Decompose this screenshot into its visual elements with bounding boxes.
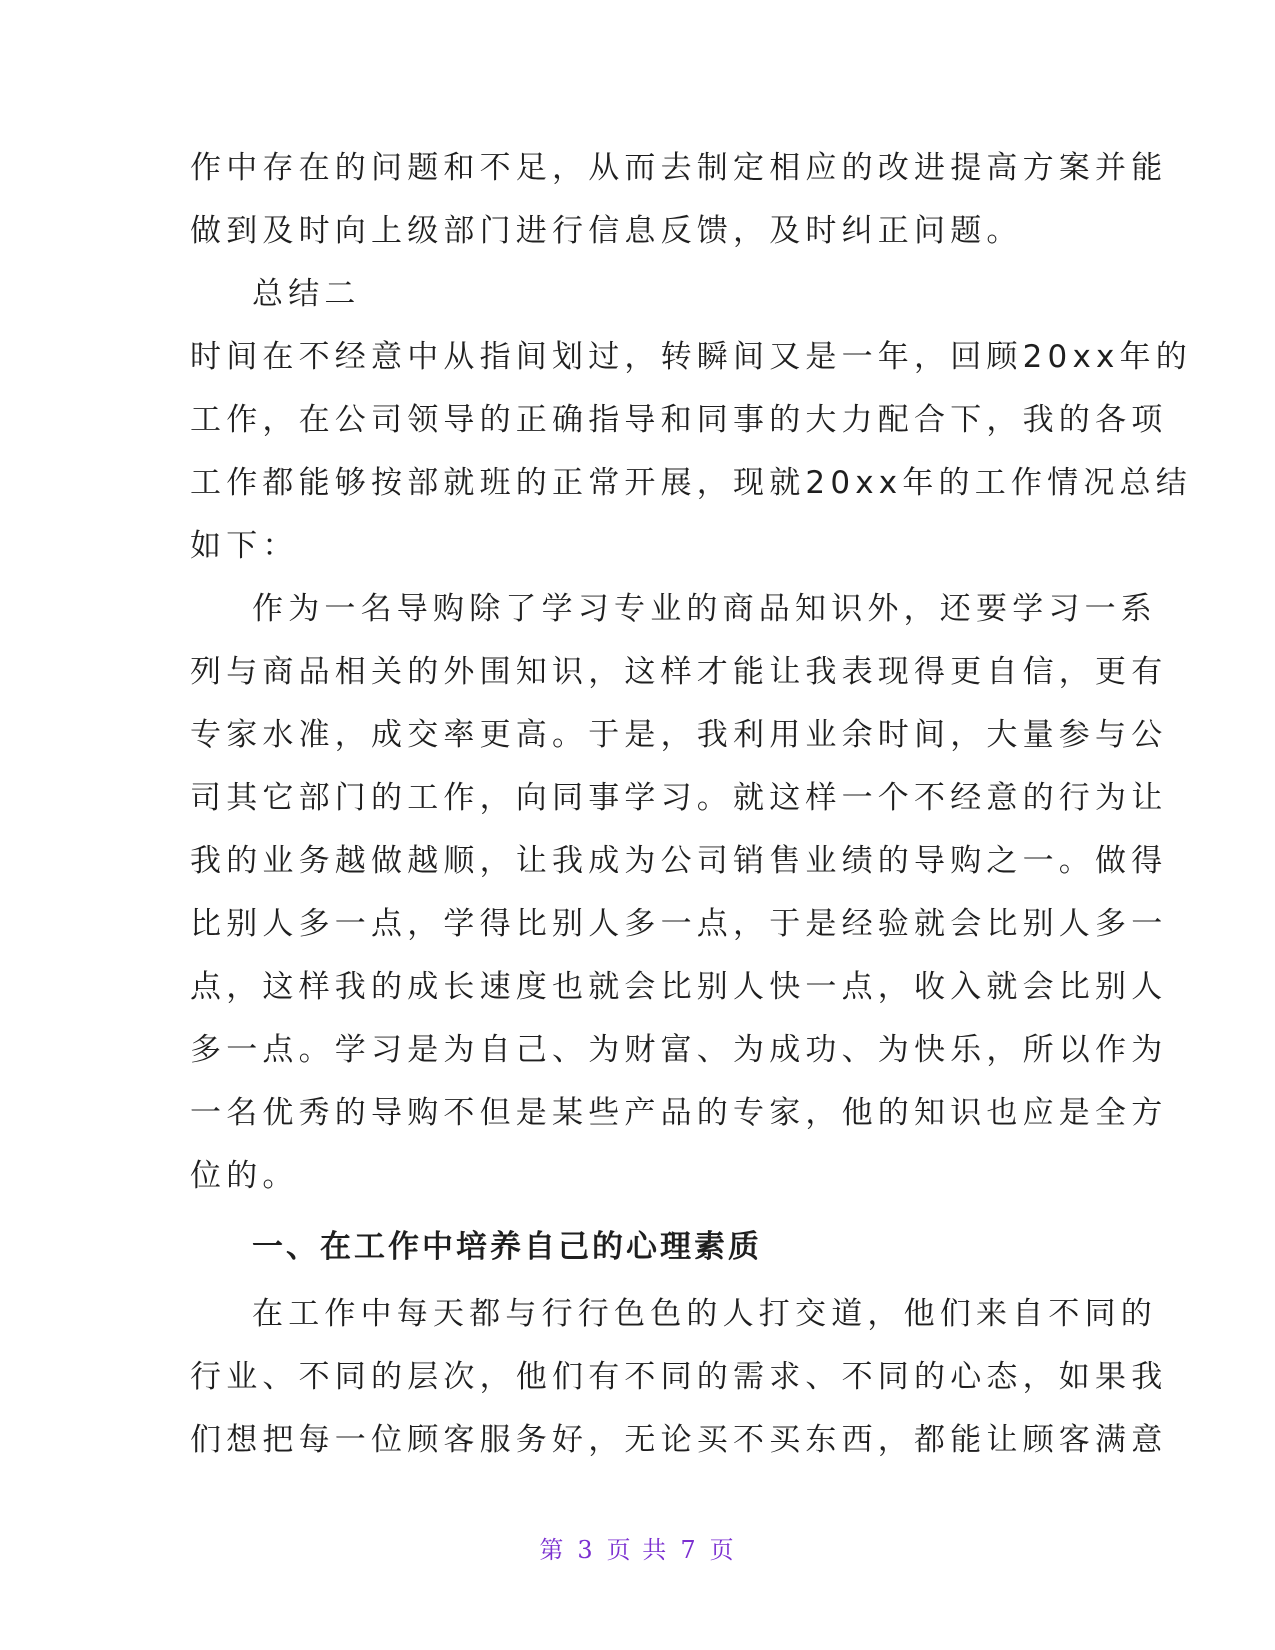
page-footer (0, 1530, 1275, 1565)
text-line: 行业、不同的层次，他们有不同的需求、不同的心态，如果我 (190, 1359, 1168, 1395)
text-line: 多一点。学习是为自己、为财富、为成功、为快乐，所以作为 (190, 1032, 1168, 1068)
document-body (190, 137, 1192, 1472)
text-line: 专家水准，成交率更高。于是，我利用业余时间，大量参与公 (190, 717, 1168, 753)
text-line: 作为一名导购除了学习专业的商品知识外，还要学习一系 (252, 591, 1157, 627)
text-line: 点，这样我的成长速度也就会比别人快一点，收入就会比别人 (190, 969, 1168, 1005)
text-line: 工作，在公司领导的正确指导和同事的大力配合下，我的各项 (190, 402, 1168, 438)
text-line: 们想把每一位顾客服务好，无论买不买东西，都能让顾客满意 (190, 1422, 1168, 1458)
footer-suffix: 页 (709, 1536, 736, 1564)
footer-prefix: 第 (539, 1536, 566, 1564)
footer-middle: 页 共 (606, 1536, 669, 1564)
section-heading: 一、在工作中培养自己的心理素质 (252, 1229, 762, 1265)
text-line: 做到及时向上级部门进行信息反馈，及时纠正问题。 (190, 213, 1023, 249)
text-line: 时间在不经意中从指间划过，转瞬间又是一年，回顾20xx年的 (190, 339, 1192, 375)
text-line: 工作都能够按部就班的正常开展，现就20xx年的工作情况总结 (190, 465, 1192, 501)
footer-total-pages: 7 (680, 1536, 698, 1564)
text-line: 司其它部门的工作，向同事学习。就这样一个不经意的行为让 (190, 780, 1168, 816)
text-line: 列与商品相关的外围知识，这样才能让我表现得更自信，更有 (190, 654, 1168, 690)
text-line: 我的业务越做越顺，让我成为公司销售业绩的导购之一。做得 (190, 843, 1168, 879)
text-line: 在工作中每天都与行行色色的人打交道，他们来自不同的 (252, 1296, 1157, 1332)
footer-page-number: 3 (577, 1536, 595, 1564)
text-line: 位的。 (190, 1158, 299, 1194)
text-line: 一名优秀的导购不但是某些产品的专家，他的知识也应是全方 (190, 1095, 1168, 1131)
text-line: 如下： (190, 528, 299, 564)
text-line: 比别人多一点，学得比别人多一点，于是经验就会比别人多一 (190, 906, 1168, 942)
section-title: 总结二 (252, 276, 361, 312)
text-line: 作中存在的问题和不足，从而去制定相应的改进提高方案并能 (190, 150, 1168, 186)
